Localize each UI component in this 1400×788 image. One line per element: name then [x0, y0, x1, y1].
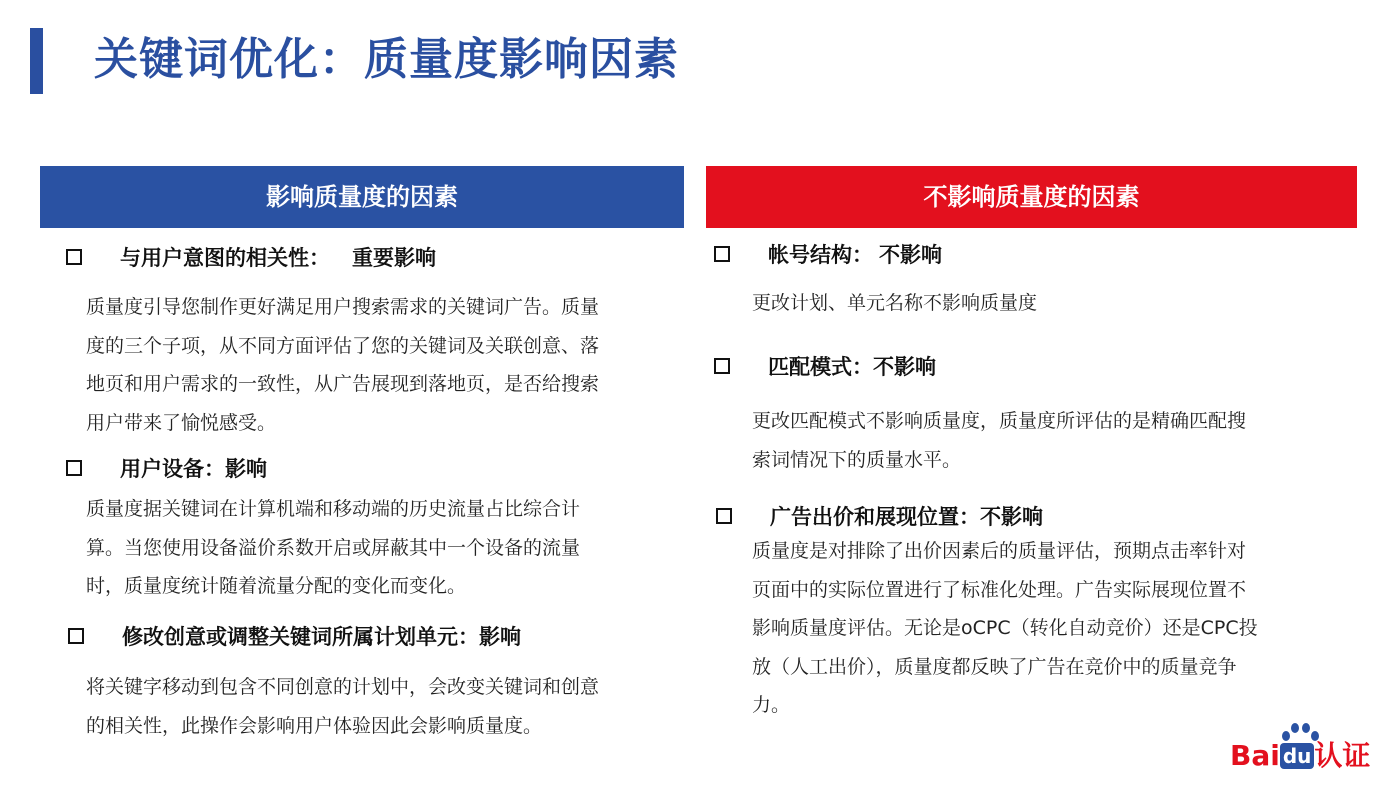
checkbox-icon: [68, 628, 84, 644]
checkbox-icon: [714, 246, 730, 262]
baidu-certification-logo: [1230, 722, 1380, 774]
checkbox-icon: [714, 358, 730, 374]
left-item-3-description: 将关键字移动到包含不同创意的计划中，会改变关键词和创意 的相关性，此操作会影响用户体验因此会影响质量度。: [86, 676, 600, 737]
impact-label: 重要影响: [352, 246, 436, 270]
right-item-3-description: 质量度是对排除了出价因素后的质量评估，预期点击率针对 页面中的实际位置进行了标准化处理。广告实际展现位置不 影响质量度评估。无论是oCPC（转化自动竞价）还是CPC投 放（人工出价），质量度都反映了广告在竞价中的质量竞争 力。: [752, 540, 1258, 716]
right-item-1-heading: 帐号结构： 不影响: [714, 240, 942, 270]
title-accent-bar: [30, 28, 43, 94]
left-item-1-heading: 与用户意图的相关性： 重要影响: [66, 243, 436, 273]
page-title: 关键词优化：质量度影响因素: [94, 34, 679, 85]
logo-suffix: 认证: [1314, 739, 1371, 772]
checkbox-icon: [66, 460, 82, 476]
impact-label: 不影响: [879, 243, 942, 267]
left-item-2-description: 质量度据关键词在计算机端和移动端的历史流量占比综合计 算。当您使用设备溢价系数开启或屏蔽其中一个设备的流量 时，质量度统计随着流量分配的变化而变化。: [86, 498, 581, 597]
left-item-3-heading: 修改创意或调整关键词所属计划单元：影响: [68, 622, 521, 652]
checkbox-icon: [716, 508, 732, 524]
left-item-2-heading: 用户设备：影响: [66, 454, 267, 484]
left-item-1-description: 质量度引导您制作更好满足用户搜索需求的关键词广告。质量 度的三个子项，从不同方面评估了您的关键词及关联创意、落 地页和用户需求的一致性，从广告展现到落地页，是否给搜索 用户带来了愉悦感受。: [86, 296, 600, 434]
right-item-2-heading: 匹配模式：不影响: [714, 352, 936, 382]
right-item-1-description: 更改计划、单元名称不影响质量度: [752, 292, 1038, 314]
right-item-2-description: 更改匹配模式不影响质量度，质量度所评估的是精确匹配搜 索词情况下的质量水平。: [752, 410, 1247, 471]
logo-du: du: [1280, 743, 1315, 769]
logo-bai: Bai: [1230, 739, 1280, 772]
left-column-header: 影响质量度的因素: [40, 166, 684, 228]
right-item-3-heading: 广告出价和展现位置：不影响: [716, 502, 1043, 532]
checkbox-icon: [66, 249, 82, 265]
right-column-header: 不影响质量度的因素: [706, 166, 1357, 228]
